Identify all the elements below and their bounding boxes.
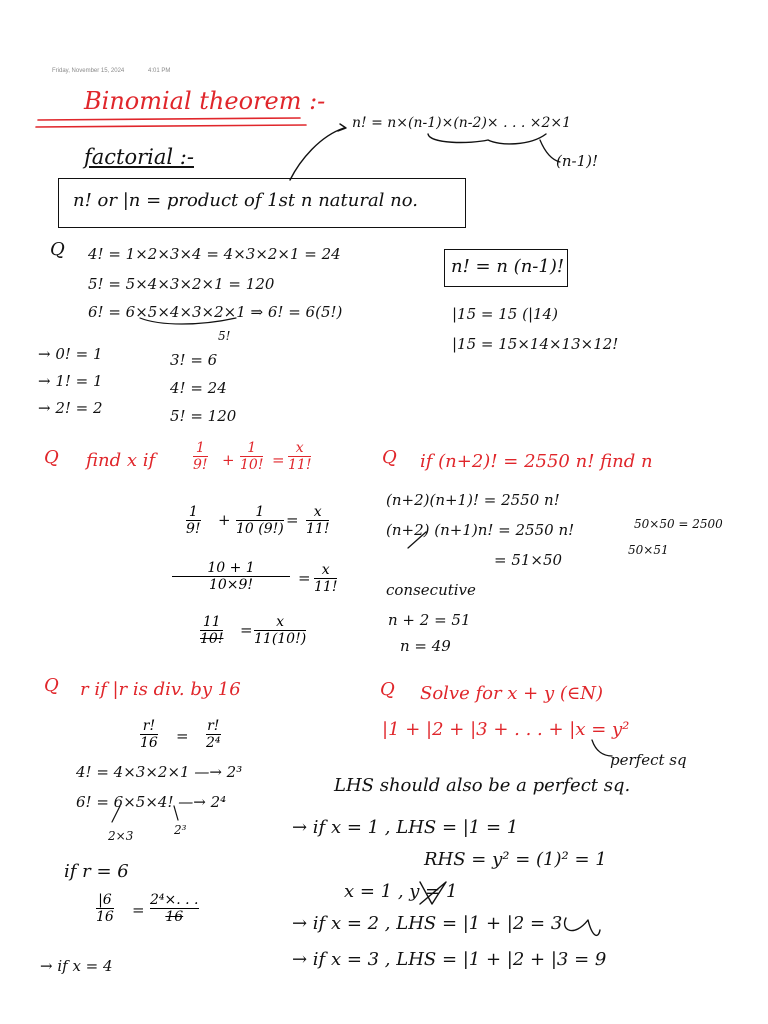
time-stamp: 4:01 PM [148,68,171,74]
brace-label: (n-1)! [556,152,599,170]
q2-line-4: consecutive [386,581,476,599]
q1-s2-c-num: x [321,562,330,578]
factorial-formula: n! = n×(n-1)×(n-2)× . . . ×2×1 [352,115,572,131]
q3-sub-1: 2×3 [108,829,134,843]
q4-line-4: → if x = 2 , LHS = |1 + |2 = 3 [292,913,563,934]
example-under-label: 5! [218,329,231,343]
q1-s3-a [200,614,223,647]
q4-perfect: perfect sq [610,751,687,769]
value-line-2: 4! = 24 [170,379,227,397]
date-stamp: Friday, November 15, 2024 [52,68,125,74]
q1-frac-2-den: 10! [240,457,264,474]
q3-frac-c-num: |6 [98,892,112,908]
q1-frac-2 [240,440,263,473]
q2-line-2: (n+2) (n+1)n! = 2550 n! [386,521,575,539]
q1-s1-c [306,504,329,537]
q1-eq: = [272,451,285,469]
example-line-3: 6! = 6×5×4×3×2×1 ⇒ 6! = 6(5!) [88,303,343,321]
arrow-line-3: → 2! = 2 [38,399,103,417]
formula-brace [428,134,546,144]
q3-frac-a-num: r! [142,718,156,734]
cross-mark [565,918,600,935]
q3-line-2: 6! = 6×5×4! —→ 2⁴ [76,793,227,811]
q1-s2-eq: = [298,569,311,587]
q1-frac-1-den: 9! [193,457,208,474]
q1-s1-a [186,504,201,537]
value-line-1: 3! = 6 [170,351,218,369]
q1-frac-1-num: 1 [195,440,205,456]
identity-box [444,249,568,287]
q3-if-r: if r = 6 [64,861,129,882]
arrow-line-1: → 0! = 1 [38,345,103,363]
title-underline-2 [36,125,306,127]
q1-mark: Q [44,447,59,468]
q1-s1-b [236,504,284,537]
q1-s2-c [314,562,337,595]
q1-s2-c-den: 11! [314,579,338,596]
q1-s1-b-den: 10 (9!) [236,521,284,538]
q1-s1-c-den: 11! [306,521,330,538]
q2-line-5: n + 2 = 51 [388,611,471,629]
q1-s1-c-num: x [313,504,322,520]
q2-side-2: 50×51 [628,543,669,557]
q4-eq: |1 + |2 + |3 + . . . + |x = y² [382,719,630,740]
q3-frac-b [206,718,221,751]
identity-line-2: |15 = 15×14×13×12! [452,335,619,353]
q1-text: find x if [86,450,156,471]
q1-frac-3-den: 11! [288,457,312,474]
q1-s3-a-num: 11 [202,614,221,630]
example-line-1: 4! = 1×2×3×4 = 4×3×2×1 = 24 [88,245,341,263]
q3-frac-d-num: 2⁴×. . . [150,892,199,908]
q3-last: → if x = 4 [40,957,113,975]
q1-s3-c-num: x [276,614,285,630]
q2-line-1: (n+2)(n+1)! = 2550 n! [386,491,560,509]
identity-text: n! = n (n-1)! [451,256,565,277]
q4-mark: Q [380,679,395,700]
q1-s1-a-den: 9! [186,521,201,538]
q1-s1-b-num: 1 [255,504,265,520]
factorial-heading: factorial :- [84,145,194,169]
q1-plus: + [222,451,235,469]
q3-frac-d-den: 16 [165,909,184,926]
q3-sub-2: 2³ [174,823,187,837]
q4-line-2: RHS = y² = (1)² = 1 [424,849,607,870]
q1-s2-a [172,560,290,593]
q3-eq: = [176,727,189,745]
q2-side-1: 50×50 = 2500 [634,517,723,531]
definition-box [58,178,466,228]
q3-frac-b-num: r! [207,718,220,734]
q1-s1-plus: + [218,511,231,529]
q1-frac-2-num: 1 [247,440,257,456]
q3-eq-2: = [132,901,145,919]
arrow-line-2: → 1! = 1 [38,372,103,390]
definition-text: n! or |n = product of 1st n natural no. [73,190,418,211]
arrow-to-formula [290,128,344,180]
arrowhead-formula [338,124,346,131]
q1-frac-1 [193,440,208,473]
q2-line-6: n = 49 [400,637,451,655]
q3-frac-c-den: 16 [96,909,114,926]
q3-frac-a [140,718,158,751]
q4-text: Solve for x + y (∈N) [420,683,603,704]
q1-s2-a-den: 10×9! [208,577,254,594]
perfect-pointer [592,740,612,756]
page-title: Binomial theorem :- [84,87,326,115]
q2-line-3: = 51×50 [494,551,563,569]
q3-frac-d [150,892,199,925]
q1-s2-a-num: 10 + 1 [207,560,255,576]
q1-s3-eq: = [240,621,253,639]
q1-s3-a-den: 10! [200,631,224,648]
q1-frac-3 [288,440,311,473]
q4-line-1: → if x = 1 , LHS = |1 = 1 [292,817,519,838]
q1-s1-a-num: 1 [188,504,198,520]
q3-text: r if |r is div. by 16 [80,679,241,700]
q3-line-1: 4! = 4×3×2×1 —→ 2³ [76,763,243,781]
identity-line-1: |15 = 15 (|14) [452,305,558,323]
q1-s1-eq: = [286,511,299,529]
q3-frac-b-den: 2⁴ [206,735,221,752]
q4-line-3: x = 1 , y = 1 [344,881,458,902]
q3-frac-a-den: 16 [140,735,158,752]
example-line-2: 5! = 5×4×3×2×1 = 120 [88,275,275,293]
q1-s3-c-den: 11(10!) [254,631,307,648]
q1-frac-3-num: x [295,440,304,456]
q3-mark: Q [44,675,59,696]
examples-q-mark: Q [50,239,65,260]
q3-frac-c [96,892,114,925]
q2-mark: Q [382,447,397,468]
q2-text: if (n+2)! = 2550 n! find n [420,451,653,472]
title-underline-1 [38,118,300,120]
value-line-3: 5! = 120 [170,407,237,425]
q4-lhs-note: LHS should also be a perfect sq. [334,775,631,796]
q1-s3-c [254,614,306,647]
q4-line-5: → if x = 3 , LHS = |1 + |2 + |3 = 9 [292,949,607,970]
